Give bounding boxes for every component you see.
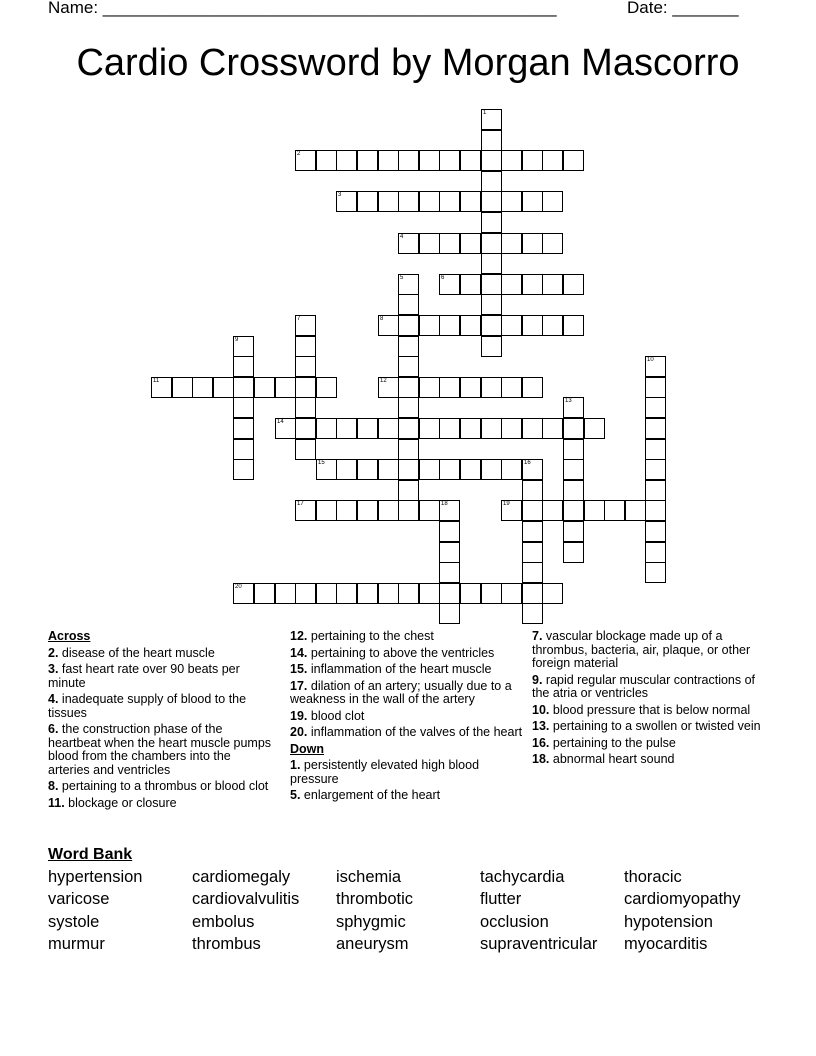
clue-text: enlargement of the heart	[300, 788, 441, 802]
clue-item	[532, 674, 764, 701]
grid-cell[interactable]	[542, 583, 563, 604]
clue-item	[48, 780, 274, 794]
clue-column-middle	[290, 630, 528, 806]
grid-cell[interactable]	[481, 171, 502, 192]
grid-cell[interactable]	[439, 521, 460, 542]
grid-cell[interactable]	[357, 150, 378, 171]
clue-number: 19	[503, 501, 510, 507]
grid-cell[interactable]	[522, 562, 543, 583]
grid-cell[interactable]	[481, 191, 502, 212]
grid-cell[interactable]	[419, 315, 440, 336]
grid-cell[interactable]	[233, 459, 254, 480]
clue-item	[290, 789, 528, 803]
word-bank-item: supraventricular	[480, 935, 598, 953]
grid-cell[interactable]	[522, 315, 543, 336]
clue-text: blood pressure that is below normal	[549, 702, 751, 717]
grid-cell[interactable]	[398, 418, 419, 439]
clue-number-label: 13.	[532, 719, 550, 733]
clue-item	[532, 704, 764, 718]
grid-cell[interactable]	[501, 233, 522, 254]
clue-number: 6	[441, 275, 445, 281]
grid-cell[interactable]	[522, 459, 543, 480]
clue-number-label: 2.	[48, 645, 59, 660]
grid-cell[interactable]	[233, 356, 254, 377]
word-bank-item: cardiomegaly	[192, 868, 291, 886]
grid-cell[interactable]	[481, 459, 502, 480]
clue-number-label: 9.	[532, 672, 543, 687]
clue-number: 15	[318, 460, 325, 466]
clue-number-label: 8.	[48, 779, 59, 793]
grid-cell[interactable]	[481, 274, 502, 295]
clue-text: pertaining to above the ventricles	[307, 645, 495, 660]
grid-cell[interactable]	[439, 459, 460, 480]
grid-cell[interactable]	[233, 336, 254, 357]
grid-cell[interactable]	[398, 583, 419, 604]
clue-item	[290, 663, 528, 677]
word-bank-item: hypotension	[624, 913, 713, 931]
grid-cell[interactable]	[542, 191, 563, 212]
grid-cell[interactable]	[295, 397, 316, 418]
grid-cell[interactable]	[501, 418, 522, 439]
grid-cell[interactable]	[439, 562, 460, 583]
grid-cell[interactable]	[645, 542, 666, 563]
date-field-label: Date: _______	[627, 0, 739, 17]
grid-cell[interactable]	[357, 583, 378, 604]
grid-cell[interactable]	[439, 233, 460, 254]
grid-cell[interactable]	[172, 377, 193, 398]
grid-cell[interactable]	[316, 583, 337, 604]
grid-cell[interactable]	[481, 109, 502, 130]
word-bank-item: cardiomyopathy	[624, 890, 741, 908]
grid-cell[interactable]	[522, 583, 543, 604]
grid-cell[interactable]	[316, 459, 337, 480]
clue-number: 4	[400, 234, 404, 240]
grid-cell[interactable]	[233, 439, 254, 460]
clue-text: pertaining to a thrombus or blood clot	[58, 779, 269, 793]
grid-cell[interactable]	[481, 336, 502, 357]
clue-number: 10	[647, 357, 654, 363]
word-bank-item: thrombotic	[336, 890, 414, 908]
grid-cell[interactable]	[501, 377, 522, 398]
word-bank-item: systole	[48, 913, 100, 931]
clue-item	[48, 723, 274, 777]
word-bank-item: murmur	[48, 935, 105, 953]
clue-item	[532, 720, 764, 734]
grid-cell[interactable]	[563, 315, 584, 336]
clue-item	[48, 647, 274, 661]
grid-cell[interactable]	[398, 480, 419, 501]
grid-cell[interactable]	[192, 377, 213, 398]
grid-cell[interactable]	[481, 212, 502, 233]
grid-cell[interactable]	[481, 130, 502, 151]
clue-text: persistently elevated high blood pressure	[290, 758, 480, 786]
grid-cell[interactable]	[542, 274, 563, 295]
clue-number: 14	[277, 419, 284, 425]
grid-cell[interactable]	[460, 274, 481, 295]
grid-cell[interactable]	[316, 150, 337, 171]
clue-number-label: 11.	[48, 795, 65, 810]
grid-cell[interactable]	[233, 418, 254, 439]
clue-text: blockage or closure	[64, 795, 177, 810]
grid-cell[interactable]	[151, 377, 172, 398]
grid-cell[interactable]	[563, 480, 584, 501]
grid-cell[interactable]	[645, 500, 666, 521]
clue-number-label: 16.	[532, 735, 550, 750]
grid-cell[interactable]	[542, 500, 563, 521]
word-bank-item: sphygmic	[336, 913, 406, 931]
word-bank-item: myocarditis	[624, 935, 708, 953]
grid-cell[interactable]	[439, 603, 460, 624]
grid-cell[interactable]	[398, 439, 419, 460]
clue-text: rapid regular muscular contractions of the atria or ventricles	[532, 672, 756, 700]
clue-item	[48, 663, 274, 690]
clue-text: inflammation of the heart muscle	[307, 662, 492, 676]
grid-cell[interactable]	[295, 315, 316, 336]
grid-cell[interactable]	[295, 150, 316, 171]
clue-text: pertaining to the pulse	[549, 735, 676, 750]
grid-cell[interactable]	[522, 274, 543, 295]
grid-cell[interactable]	[233, 377, 254, 398]
clue-number-label: 20.	[290, 725, 308, 739]
grid-cell[interactable]	[604, 500, 625, 521]
clue-item	[290, 726, 528, 740]
word-bank-title: Word Bank	[48, 846, 133, 863]
grid-cell[interactable]	[439, 583, 460, 604]
grid-cell[interactable]	[563, 439, 584, 460]
grid-cell[interactable]	[357, 191, 378, 212]
grid-cell[interactable]	[501, 150, 522, 171]
clue-column-left	[48, 630, 274, 813]
grid-cell[interactable]	[419, 191, 440, 212]
grid-cell[interactable]	[295, 336, 316, 357]
grid-cell[interactable]	[357, 500, 378, 521]
grid-cell[interactable]	[439, 191, 460, 212]
name-field-label: Name: ________________________________________________	[48, 0, 557, 17]
grid-cell[interactable]	[398, 356, 419, 377]
grid-cell[interactable]	[439, 150, 460, 171]
grid-cell[interactable]	[336, 150, 357, 171]
word-bank-item: ischemia	[336, 868, 402, 886]
grid-cell[interactable]	[378, 150, 399, 171]
grid-cell[interactable]	[625, 500, 646, 521]
grid-cell[interactable]	[439, 274, 460, 295]
grid-cell[interactable]	[481, 418, 502, 439]
grid-cell[interactable]	[563, 521, 584, 542]
grid-cell[interactable]	[645, 562, 666, 583]
grid-cell[interactable]	[378, 191, 399, 212]
grid-cell[interactable]	[398, 336, 419, 357]
grid-cell[interactable]	[584, 500, 605, 521]
grid-cell[interactable]	[398, 397, 419, 418]
grid-cell[interactable]	[481, 315, 502, 336]
clue-number: 17	[297, 501, 304, 507]
grid-cell[interactable]	[213, 377, 234, 398]
clue-item	[290, 630, 528, 644]
word-bank-item: flutter	[480, 890, 522, 908]
grid-cell[interactable]	[378, 315, 399, 336]
clue-number: 5	[400, 275, 404, 281]
clue-number: 8	[380, 316, 384, 322]
grid-cell[interactable]	[439, 377, 460, 398]
clue-number-label: 14.	[290, 645, 308, 660]
grid-cell[interactable]	[522, 542, 543, 563]
clue-number-label: 4.	[48, 692, 59, 706]
grid-cell[interactable]	[563, 397, 584, 418]
grid-cell[interactable]	[645, 418, 666, 439]
grid-cell[interactable]	[501, 500, 522, 521]
word-bank-item: varicose	[48, 890, 110, 908]
grid-cell[interactable]	[522, 418, 543, 439]
grid-cell[interactable]	[522, 500, 543, 521]
word-bank-item: thoracic	[624, 868, 682, 886]
clue-number: 3	[338, 192, 342, 198]
grid-cell[interactable]	[501, 191, 522, 212]
grid-cell[interactable]	[460, 418, 481, 439]
grid-cell[interactable]	[378, 583, 399, 604]
grid-cell[interactable]	[460, 150, 481, 171]
grid-cell[interactable]	[398, 294, 419, 315]
grid-cell[interactable]	[398, 377, 419, 398]
clue-item	[290, 680, 528, 707]
clue-number-label: 17.	[290, 678, 308, 693]
grid-cell[interactable]	[336, 459, 357, 480]
grid-cell[interactable]	[481, 377, 502, 398]
grid-cell[interactable]	[501, 274, 522, 295]
clue-number-label: 5.	[290, 788, 301, 802]
grid-cell[interactable]	[522, 521, 543, 542]
grid-cell[interactable]	[481, 294, 502, 315]
clue-text: abnormal heart sound	[549, 752, 675, 766]
grid-cell[interactable]	[645, 480, 666, 501]
grid-cell[interactable]	[645, 459, 666, 480]
clue-text: the construction phase of the heartbeat when the heart muscle pumps blood from the chambers into the arteries and ventricles	[48, 722, 272, 777]
clue-text: inflammation of the valves of the heart	[307, 725, 523, 739]
clue-item	[290, 647, 528, 661]
clue-number-label: 10.	[532, 702, 550, 717]
page-title: Cardio Crossword by Morgan Mascorro	[76, 42, 740, 84]
grid-cell[interactable]	[563, 542, 584, 563]
word-bank-item: aneurysm	[336, 935, 409, 953]
grid-cell[interactable]	[460, 459, 481, 480]
clue-item	[48, 797, 274, 811]
clue-number: 11	[153, 378, 160, 384]
grid-cell[interactable]	[563, 418, 584, 439]
grid-cell[interactable]	[316, 418, 337, 439]
grid-cell[interactable]	[542, 418, 563, 439]
clue-number-label: 3.	[48, 662, 59, 676]
clue-item	[532, 630, 764, 671]
clue-column-right	[532, 630, 764, 770]
clue-number: 2	[297, 151, 301, 157]
grid-cell[interactable]	[398, 274, 419, 295]
clue-number-label: 12.	[290, 629, 308, 643]
grid-cell[interactable]	[460, 377, 481, 398]
clue-number-label: 15.	[290, 662, 308, 676]
grid-cell[interactable]	[336, 418, 357, 439]
grid-cell[interactable]	[275, 583, 296, 604]
grid-cell[interactable]	[398, 459, 419, 480]
grid-cell[interactable]	[336, 583, 357, 604]
grid-cell[interactable]	[439, 418, 460, 439]
grid-cell[interactable]	[254, 583, 275, 604]
clue-number: 16	[524, 460, 531, 466]
grid-cell[interactable]	[419, 500, 440, 521]
clue-number: 12	[380, 378, 387, 384]
clue-text: disease of the heart muscle	[58, 645, 215, 660]
clue-item	[290, 710, 528, 724]
grid-cell[interactable]	[645, 356, 666, 377]
clue-item	[48, 693, 274, 720]
grid-cell[interactable]	[336, 191, 357, 212]
word-bank-item: tachycardia	[480, 868, 565, 886]
grid-cell[interactable]	[460, 315, 481, 336]
grid-cell[interactable]	[645, 397, 666, 418]
grid-cell[interactable]	[460, 233, 481, 254]
clue-item	[532, 737, 764, 751]
word-bank-item: hypertension	[48, 868, 143, 886]
down-heading: Down	[290, 741, 325, 756]
clue-text: pertaining to the chest	[307, 629, 434, 643]
grid-cell[interactable]	[378, 500, 399, 521]
grid-cell[interactable]	[439, 542, 460, 563]
clue-text: inadequate supply of blood to the tissues	[48, 692, 247, 720]
grid-cell[interactable]	[275, 418, 296, 439]
grid-cell[interactable]	[419, 233, 440, 254]
grid-cell[interactable]	[481, 150, 502, 171]
across-heading: Across	[48, 629, 91, 643]
grid-cell[interactable]	[522, 150, 543, 171]
grid-cell[interactable]	[563, 459, 584, 480]
grid-cell[interactable]	[563, 274, 584, 295]
grid-cell[interactable]	[439, 500, 460, 521]
word-bank-item: occlusion	[480, 913, 549, 931]
grid-cell[interactable]	[275, 377, 296, 398]
grid-cell[interactable]	[645, 377, 666, 398]
clue-item	[532, 753, 764, 767]
grid-cell[interactable]	[522, 191, 543, 212]
grid-cell[interactable]	[501, 315, 522, 336]
grid-cell[interactable]	[398, 233, 419, 254]
grid-cell[interactable]	[398, 315, 419, 336]
grid-cell[interactable]	[522, 233, 543, 254]
grid-cell[interactable]	[481, 583, 502, 604]
grid-cell[interactable]	[233, 397, 254, 418]
grid-cell[interactable]	[254, 377, 275, 398]
grid-cell[interactable]	[439, 315, 460, 336]
grid-cell[interactable]	[398, 150, 419, 171]
word-bank-item: embolus	[192, 913, 255, 931]
grid-cell[interactable]	[501, 459, 522, 480]
grid-cell[interactable]	[645, 521, 666, 542]
grid-cell[interactable]	[419, 418, 440, 439]
grid-cell[interactable]	[645, 439, 666, 460]
grid-cell[interactable]	[233, 583, 254, 604]
grid-cell[interactable]	[522, 603, 543, 624]
grid-cell[interactable]	[419, 150, 440, 171]
grid-cell[interactable]	[501, 583, 522, 604]
clue-text: fast heart rate over 90 beats per minute	[48, 662, 240, 690]
clue-text: dilation of an artery; usually due to a weakness in the wall of the artery	[290, 678, 512, 706]
clue-number: 18	[441, 501, 448, 507]
grid-cell[interactable]	[542, 150, 563, 171]
grid-cell[interactable]	[295, 583, 316, 604]
grid-cell[interactable]	[481, 233, 502, 254]
grid-cell[interactable]	[336, 500, 357, 521]
grid-cell[interactable]	[419, 583, 440, 604]
grid-cell[interactable]	[316, 377, 337, 398]
grid-cell[interactable]	[295, 418, 316, 439]
clue-item	[290, 759, 528, 786]
grid-cell[interactable]	[563, 500, 584, 521]
clue-number: 13	[565, 398, 572, 404]
clue-text: vascular blockage made up of a thrombus, bacteria, air, plaque, or other foreign material	[532, 629, 751, 670]
grid-cell[interactable]	[295, 500, 316, 521]
grid-cell[interactable]	[378, 418, 399, 439]
grid-cell[interactable]	[522, 480, 543, 501]
grid-cell[interactable]	[378, 459, 399, 480]
grid-cell[interactable]	[295, 377, 316, 398]
clue-number: 7	[297, 316, 301, 322]
grid-cell[interactable]	[481, 253, 502, 274]
word-bank-item: thrombus	[192, 935, 261, 953]
grid-cell[interactable]	[378, 377, 399, 398]
clue-text: pertaining to a swollen or twisted vein	[549, 719, 761, 733]
grid-cell[interactable]	[295, 439, 316, 460]
grid-cell[interactable]	[563, 150, 584, 171]
grid-cell[interactable]	[357, 459, 378, 480]
grid-cell[interactable]	[398, 191, 419, 212]
clue-number: 20	[235, 584, 242, 590]
grid-cell[interactable]	[419, 459, 440, 480]
grid-cell[interactable]	[398, 500, 419, 521]
grid-cell[interactable]	[522, 377, 543, 398]
grid-cell[interactable]	[460, 583, 481, 604]
grid-cell[interactable]	[584, 418, 605, 439]
grid-cell[interactable]	[460, 191, 481, 212]
grid-cell[interactable]	[419, 377, 440, 398]
clue-number-label: 18.	[532, 752, 550, 766]
clue-number-label: 6.	[48, 722, 59, 736]
clue-number-label: 1.	[290, 758, 301, 772]
clue-number-label: 19.	[290, 708, 308, 723]
clue-number: 9	[235, 337, 239, 343]
grid-cell[interactable]	[295, 356, 316, 377]
grid-cell[interactable]	[542, 315, 563, 336]
clue-text: blood clot	[307, 708, 365, 723]
clue-number-label: 7.	[532, 629, 543, 643]
clue-number: 1	[483, 110, 487, 116]
grid-cell[interactable]	[542, 233, 563, 254]
grid-cell[interactable]	[316, 500, 337, 521]
grid-cell[interactable]	[357, 418, 378, 439]
word-bank-item: cardiovalvulitis	[192, 890, 300, 908]
